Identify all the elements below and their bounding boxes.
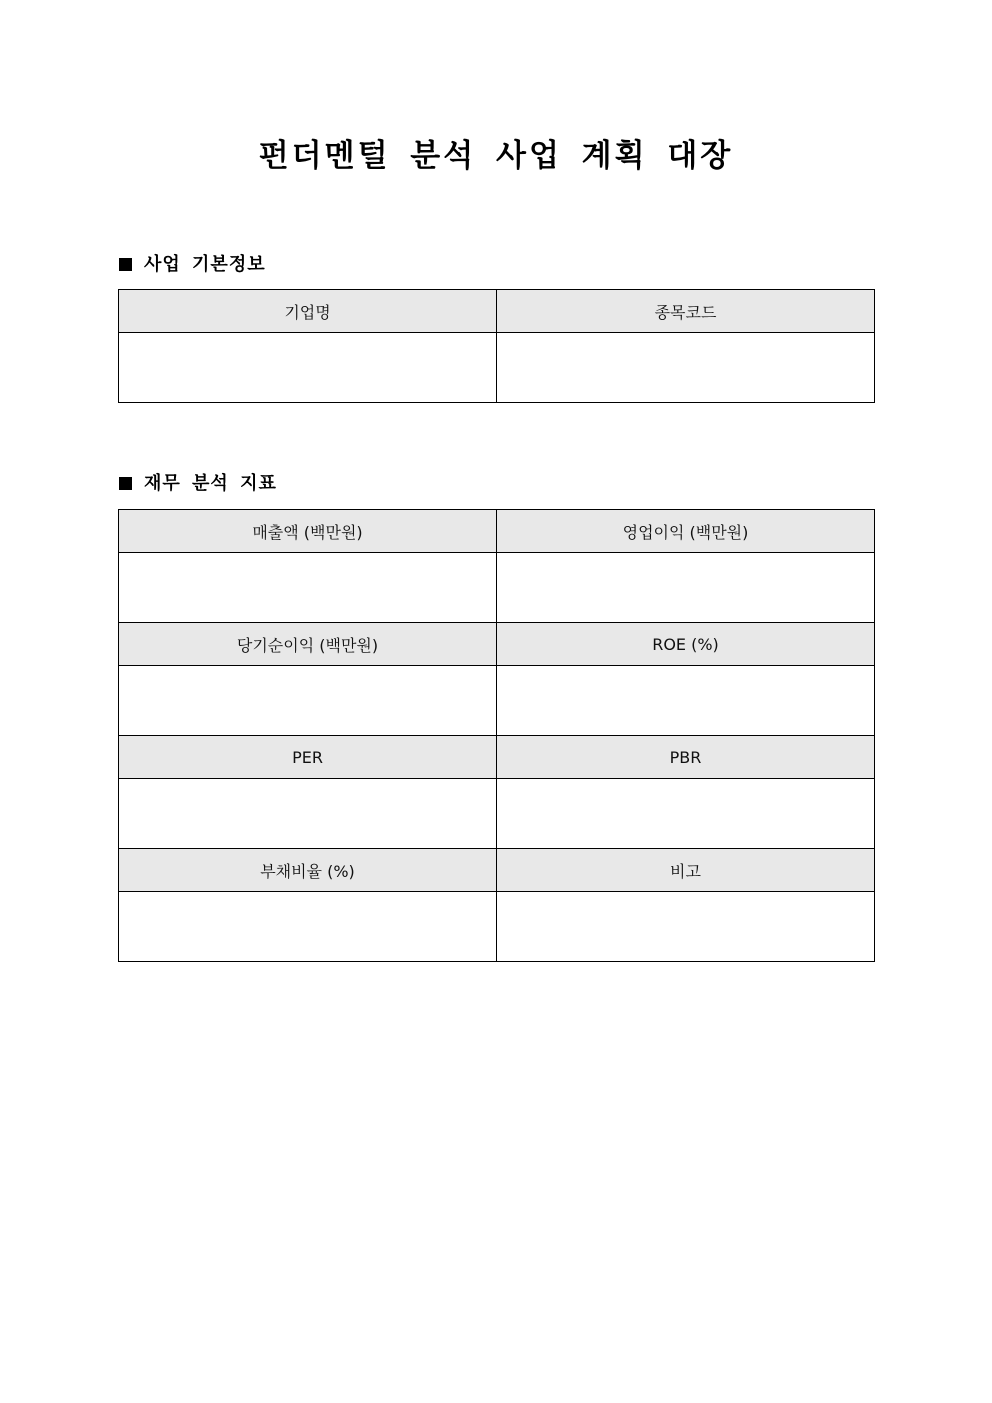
revenue-field[interactable] (119, 553, 497, 623)
table-input-row (119, 779, 875, 849)
basic-info-table (118, 289, 875, 403)
roe-field[interactable] (497, 666, 875, 736)
header-remarks: 비고 (497, 849, 875, 892)
header-pbr: PBR (497, 736, 875, 779)
header-debt-ratio: 부채비율 (%) (119, 849, 497, 892)
table-input-row (119, 666, 875, 736)
header-stock-code: 종목코드 (497, 290, 875, 333)
header-company-name: 기업명 (119, 290, 497, 333)
table-header-row (119, 736, 875, 779)
table-header-row (119, 623, 875, 666)
table-header-row (119, 290, 875, 333)
header-per: PER (119, 736, 497, 779)
net-income-field[interactable] (119, 666, 497, 736)
section-heading-financial (119, 472, 277, 496)
table-input-row (119, 553, 875, 623)
stock-code-field[interactable] (497, 333, 875, 403)
table-header-row (119, 849, 875, 892)
header-roe: ROE (%) (497, 623, 875, 666)
header-net-income: 당기순이익 (백만원) (119, 623, 497, 666)
header-operating-profit: 영업이익 (백만원) (497, 510, 875, 553)
table-input-row (119, 892, 875, 962)
company-name-field[interactable] (119, 333, 497, 403)
operating-profit-field[interactable] (497, 553, 875, 623)
per-field[interactable] (119, 779, 497, 849)
financial-indicators-table (118, 509, 875, 962)
header-revenue: 매출액 (백만원) (119, 510, 497, 553)
section-heading-label: 사업 기본정보 (144, 254, 266, 275)
remarks-field[interactable] (497, 892, 875, 962)
section-heading-basic-info (119, 253, 266, 277)
table-input-row (119, 333, 875, 403)
square-bullet-icon (119, 477, 132, 490)
debt-ratio-field[interactable] (119, 892, 497, 962)
pbr-field[interactable] (497, 779, 875, 849)
section-heading-label: 재무 분석 지표 (144, 473, 277, 494)
table-header-row (119, 510, 875, 553)
document-title: 펀더멘털 분석 사업 계획 대장 (258, 138, 734, 174)
square-bullet-icon (119, 258, 132, 271)
